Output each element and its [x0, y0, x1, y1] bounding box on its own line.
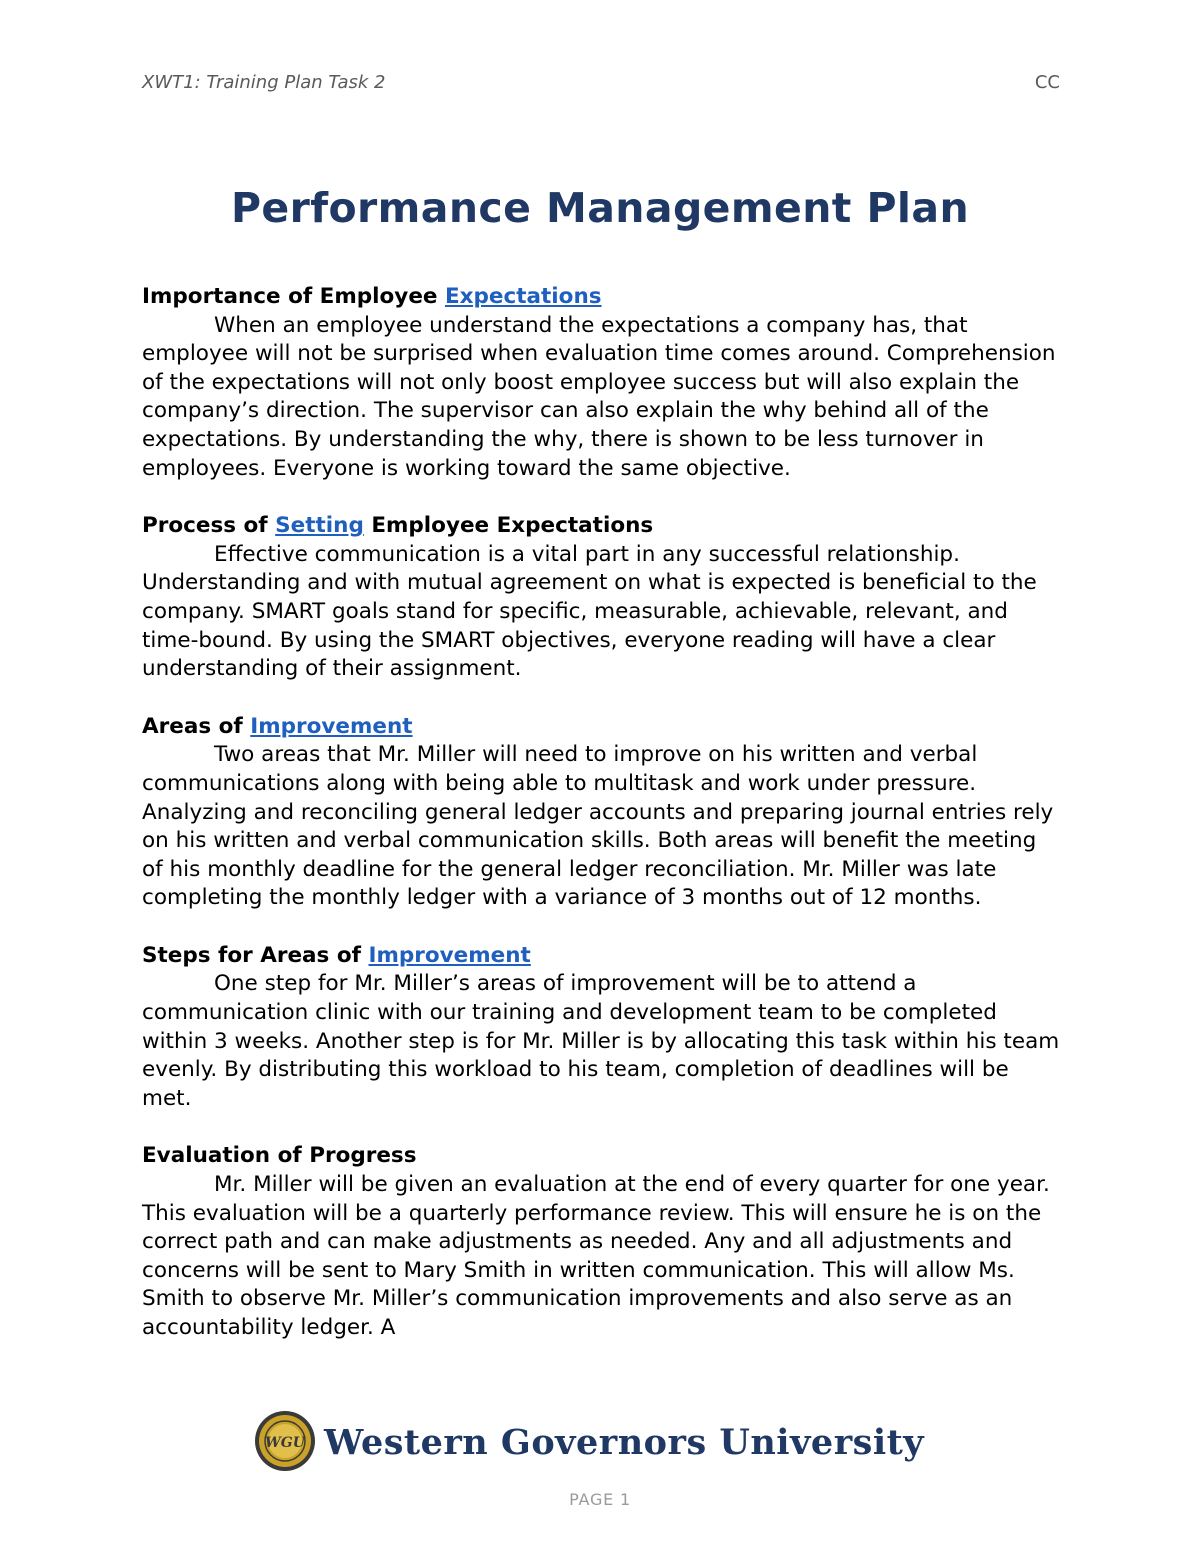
section-paragraph: When an employee understand the expectations a company has, that employee will not be surprised when evaluation time comes around. Comprehension of the expectations will not only boost employee success but will also explain the company’s direction. The supervisor can also explain the why behind all of the expectations. By understanding the why, there is shown to be less turnover in employees. Everyone is working toward the same objective.: [142, 312, 1056, 481]
document-body: [142, 283, 1062, 1372]
logo-wordmark-text: Western Governors University: [324, 1422, 925, 1463]
university-seal-icon: [254, 1410, 316, 1472]
section-paragraph: One step for Mr. Miller’s areas of improvement will be to attend a communication clinic with our training and development team to be completed within 3 weeks. Another step is for Mr. Miller is by allocating this task within his team evenly. By distributing this workload to his team, completion of deadlines will be met.: [142, 971, 1060, 1111]
section-paragraph: Mr. Miller will be given an evaluation at the end of every quarter for one year. This evaluation will be a quarterly performance review. This will ensure he is on the correct path and can make adjustments as needed. Any and all adjustments and concerns will be sent to Mary Smith in written communication. This will allow Ms. Smith to observe Mr. Miller’s communication improvements and also serve as an accountability ledger. A: [142, 1172, 1050, 1340]
heading-link-improvement[interactable]: Improvement: [250, 713, 413, 739]
section-evaluation-of-progress: [142, 1142, 1062, 1342]
section-paragraph: Effective communication is a vital part in any successful relationship. Understanding and with mutual agreement on what is expected is beneficial to the company. SMART goals stand for specific, measurable, achievable, relevant, and time-bound. By using the SMART objectives, everyone reading will have a clear understanding of their assignment.: [142, 541, 1037, 682]
section-heading: [142, 1142, 1062, 1171]
logo-wordmark: [324, 1422, 924, 1463]
wgu-logo: [254, 1410, 954, 1474]
heading-text: Process of: [142, 513, 276, 539]
heading-link-expectations[interactable]: Expectations: [444, 284, 602, 309]
section-process-of-setting: [142, 512, 1062, 684]
section-heading: [142, 713, 1062, 742]
section-heading: [142, 283, 1062, 312]
heading-link-improvement[interactable]: Improvement: [368, 942, 531, 968]
heading-text: Areas of: [142, 713, 251, 739]
section-heading: [142, 942, 1062, 971]
heading-link-setting[interactable]: Setting: [275, 513, 364, 539]
section-paragraph: Two areas that Mr. Miller will need to improve on his written and verbal communications along with being able to multitask and work under pressure. Analyzing and reconciling general ledger accounts and preparing journal entries rely on his written and verbal communication skills. Both areas will benefit the meeting of his monthly deadline for the general ledger reconciliation. Mr. Miller was late completing the monthly ledger with a variance of 3 months out of 12 months.: [142, 742, 1054, 911]
header-initials: CC: [1034, 72, 1060, 93]
page-header: [140, 72, 1060, 98]
header-document-title: XWT1: Training Plan Task 2: [142, 72, 386, 93]
seal-monogram: WGU: [265, 1435, 305, 1451]
page-number: PAGE 1: [569, 1490, 631, 1509]
heading-text-after: Employee Expectations: [363, 513, 654, 539]
section-areas-of-improvement: [142, 713, 1062, 913]
heading-text: Evaluation of Progress: [142, 1143, 417, 1169]
heading-text: Importance of Employee: [142, 284, 445, 309]
section-importance-of-expectations: [142, 283, 1062, 483]
section-heading: [142, 512, 1062, 541]
section-steps-for-improvement: [142, 942, 1062, 1114]
heading-text: Steps for Areas of: [142, 942, 369, 968]
document-title: Performance Management Plan: [230, 184, 970, 232]
